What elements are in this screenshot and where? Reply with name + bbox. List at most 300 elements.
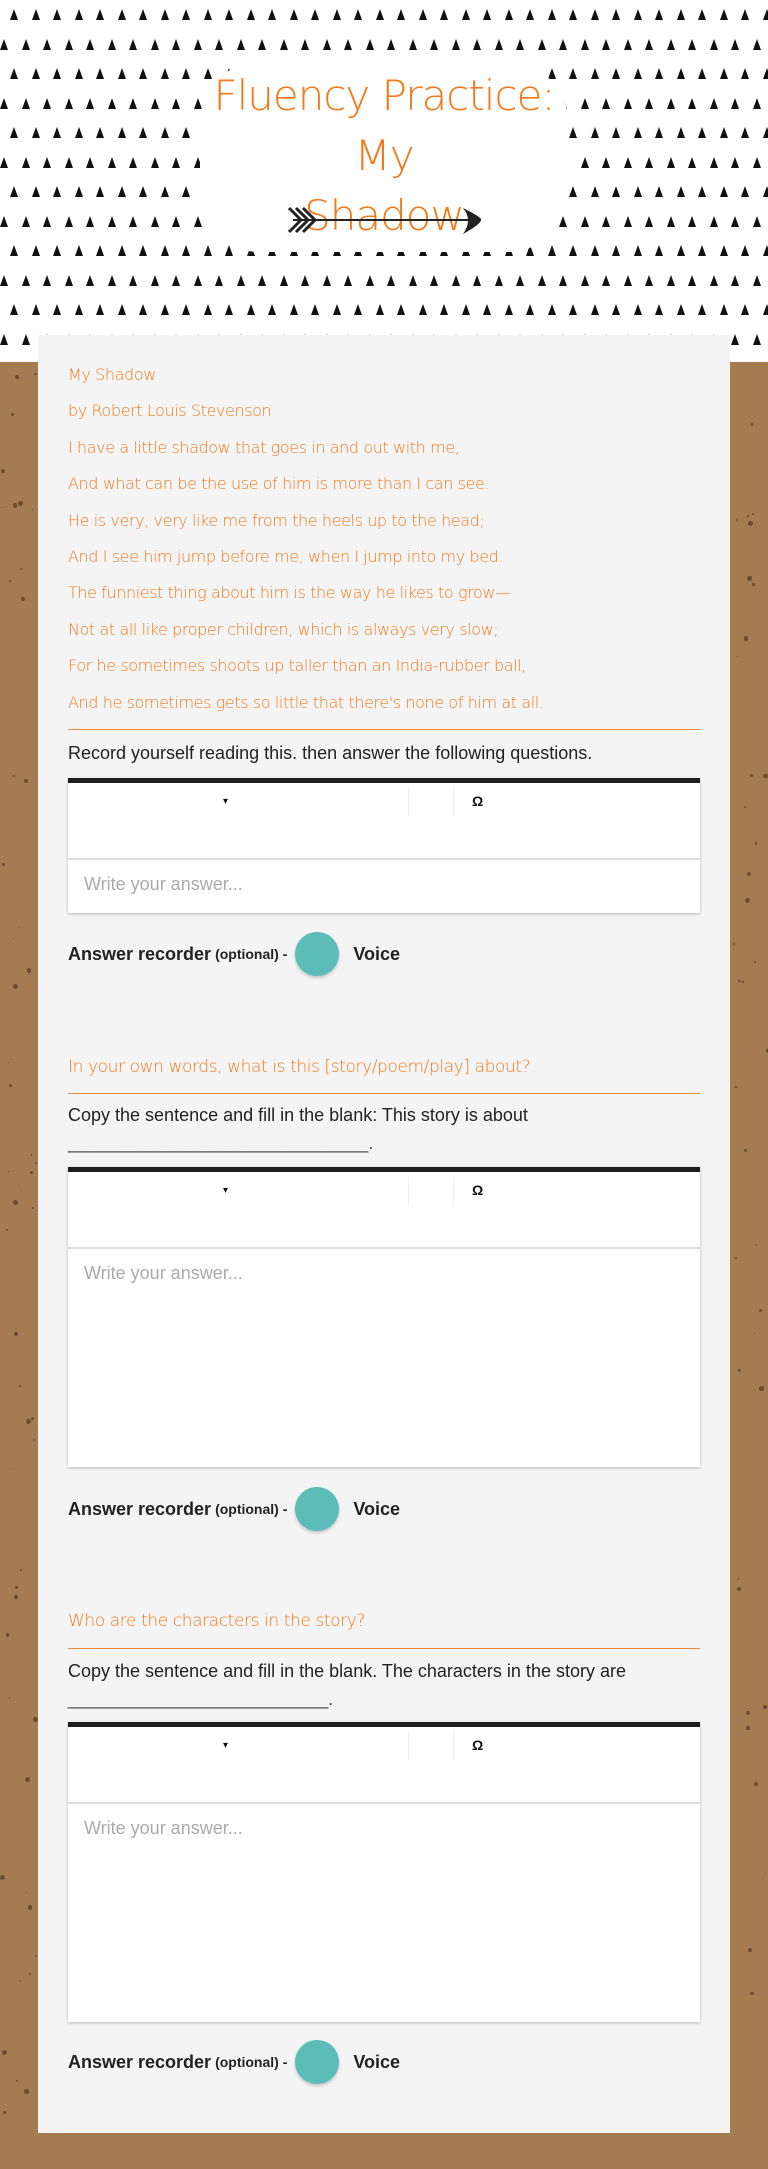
special-character-button[interactable]: Ω [472, 793, 484, 809]
speck [33, 1439, 36, 1442]
triangle-mark [10, 245, 18, 256]
triangle-mark [516, 39, 524, 50]
triangle-mark [237, 275, 245, 286]
triangle-mark [43, 39, 51, 50]
triangle-mark [258, 275, 266, 286]
triangle-mark [602, 157, 610, 168]
triangle-mark [645, 157, 653, 168]
triangle-mark [43, 157, 51, 168]
special-character-button[interactable]: Ω [472, 1737, 484, 1753]
answer-editor-2 [68, 1167, 700, 1467]
triangle-mark [495, 39, 503, 50]
triangle-mark [677, 245, 685, 256]
triangle-mark [731, 98, 739, 109]
triangle-mark [473, 39, 481, 50]
triangle-mark [86, 275, 94, 286]
answer-input[interactable]: Write your answer... [84, 874, 243, 894]
header-banner [0, 0, 768, 362]
triangle-mark [720, 68, 728, 79]
triangle-mark [645, 39, 653, 50]
speck [1, 469, 5, 473]
triangle-mark [710, 39, 718, 50]
triangle-mark [667, 275, 675, 286]
triangle-mark [10, 127, 18, 138]
triangle-mark [655, 245, 663, 256]
speck [20, 568, 22, 570]
question-heading: Who are the characters in the story? [68, 1611, 366, 1631]
triangle-mark [139, 245, 147, 256]
triangle-mark [172, 98, 180, 109]
triangle-mark [247, 9, 255, 20]
triangle-mark [569, 127, 577, 138]
triangle-mark [677, 127, 685, 138]
triangle-mark [10, 304, 18, 315]
triangle-mark [75, 127, 83, 138]
speck [742, 981, 744, 983]
triangle-mark [612, 245, 620, 256]
speck [3, 2111, 6, 2114]
speck [20, 1980, 21, 1981]
triangle-mark [43, 275, 51, 286]
triangle-mark [344, 275, 352, 286]
speck [750, 774, 754, 778]
triangle-mark [75, 304, 83, 315]
toolbar-separator [408, 1732, 409, 1760]
speck [27, 968, 32, 973]
triangle-mark [591, 245, 599, 256]
format-dropdown[interactable]: ▾ [223, 796, 229, 807]
triangle-mark [720, 245, 728, 256]
speck [24, 779, 28, 783]
triangle-mark [624, 216, 632, 227]
triangle-mark [602, 275, 610, 286]
speck [747, 515, 749, 517]
triangle-mark [624, 39, 632, 50]
triangle-mark [96, 127, 104, 138]
triangle-mark [139, 68, 147, 79]
speck [733, 943, 735, 945]
triangle-mark [569, 9, 577, 20]
recorder-label: Answer recorder [68, 1498, 212, 1519]
triangle-mark [172, 275, 180, 286]
triangle-mark [387, 275, 395, 286]
record-button[interactable] [295, 1487, 339, 1531]
triangle-mark [75, 9, 83, 20]
speck [13, 775, 15, 777]
triangle-mark [151, 275, 159, 286]
voice-label: Voice [353, 943, 401, 964]
speck [9, 580, 11, 582]
triangle-mark [677, 304, 685, 315]
triangle-mark [753, 216, 761, 227]
speck [15, 1586, 19, 1590]
record-button[interactable] [295, 2040, 339, 2084]
triangle-mark [495, 275, 503, 286]
editor-toolbar [68, 1727, 700, 1804]
triangle-mark [591, 186, 599, 197]
triangle-mark [204, 9, 212, 20]
triangle-mark [720, 127, 728, 138]
triangle-mark [215, 39, 223, 50]
triangle-mark [720, 304, 728, 315]
triangle-mark [602, 39, 610, 50]
speck [2, 2050, 7, 2055]
triangle-mark [301, 39, 309, 50]
speck [34, 373, 36, 375]
worksheet-card [38, 335, 730, 2133]
triangle-mark [22, 98, 30, 109]
triangle-mark [53, 245, 61, 256]
triangle-mark [753, 98, 761, 109]
triangle-mark [409, 39, 417, 50]
triangle-mark [624, 98, 632, 109]
triangle-mark [731, 39, 739, 50]
poem [68, 357, 700, 721]
triangle-mark [268, 9, 276, 20]
triangle-mark [53, 68, 61, 79]
divider [68, 729, 700, 730]
voice-label: Voice [353, 1498, 401, 1519]
triangle-mark [32, 186, 40, 197]
triangle-mark [741, 127, 749, 138]
triangle-mark [505, 304, 513, 315]
speck [738, 1578, 740, 1580]
answer-input[interactable]: Write your answer... [84, 1263, 243, 1283]
triangle-mark [452, 275, 460, 286]
triangle-mark [333, 304, 341, 315]
triangle-mark [376, 304, 384, 315]
divider [68, 1648, 700, 1649]
speck [752, 583, 755, 586]
triangle-mark [763, 127, 768, 138]
triangle-mark [720, 186, 728, 197]
triangle-mark [108, 216, 116, 227]
triangle-mark [32, 68, 40, 79]
triangle-mark [538, 39, 546, 50]
triangle-mark [753, 157, 761, 168]
triangle-mark [634, 127, 642, 138]
triangle-mark [763, 9, 768, 20]
answer-editor-3 [68, 1722, 700, 2022]
speck [746, 1726, 750, 1730]
triangle-mark [559, 39, 567, 50]
triangle-mark [397, 9, 405, 20]
triangle-mark [280, 39, 288, 50]
triangle-mark [483, 9, 491, 20]
triangle-mark [591, 9, 599, 20]
triangle-mark [741, 9, 749, 20]
triangle-mark [366, 39, 374, 50]
triangle-mark [118, 186, 126, 197]
format-dropdown[interactable]: ▾ [223, 1185, 229, 1196]
speck [759, 1309, 762, 1312]
triangle-mark [118, 9, 126, 20]
triangle-mark [96, 68, 104, 79]
triangle-mark [129, 157, 137, 168]
triangle-mark [108, 39, 116, 50]
triangle-mark [10, 68, 18, 79]
triangle-mark [53, 127, 61, 138]
triangle-mark [409, 275, 417, 286]
triangle-mark [108, 98, 116, 109]
speck [11, 413, 14, 416]
triangle-mark [129, 39, 137, 50]
triangle-mark [194, 275, 202, 286]
triangle-mark [118, 245, 126, 256]
triangle-mark [376, 9, 384, 20]
triangle-mark [151, 157, 159, 168]
question-text: Copy the sentence and fill in the blank. The characters in the story are [68, 1661, 626, 1681]
triangle-mark [151, 39, 159, 50]
triangle-mark [462, 304, 470, 315]
speck [2, 863, 5, 866]
triangle-mark [602, 216, 610, 227]
triangle-mark [655, 127, 663, 138]
triangle-mark [473, 275, 481, 286]
triangle-mark [204, 304, 212, 315]
triangle-mark [32, 127, 40, 138]
triangle-mark [0, 39, 8, 50]
triangle-mark [22, 275, 30, 286]
triangle-mark [151, 98, 159, 109]
triangle-mark [65, 98, 73, 109]
triangle-mark [634, 186, 642, 197]
record-button[interactable] [295, 932, 339, 976]
answer-input[interactable]: Write your answer... [84, 1818, 243, 1838]
special-character-button[interactable]: Ω [472, 1182, 484, 1198]
triangle-mark [612, 127, 620, 138]
triangle-mark [75, 186, 83, 197]
triangle-mark [139, 304, 147, 315]
triangle-mark [344, 39, 352, 50]
triangle-mark [581, 39, 589, 50]
triangle-mark [108, 157, 116, 168]
triangle-mark [667, 157, 675, 168]
speck [746, 517, 748, 519]
speck [763, 774, 767, 778]
triangle-mark [86, 157, 94, 168]
recorder-label: Answer recorder [68, 2051, 212, 2072]
triangle-mark [397, 304, 405, 315]
triangle-mark [247, 304, 255, 315]
triangle-mark [75, 68, 83, 79]
speck [8, 1171, 9, 1172]
triangle-mark [419, 304, 427, 315]
triangle-mark [763, 68, 768, 79]
triangle-mark [688, 39, 696, 50]
triangle-mark [161, 9, 169, 20]
triangle-mark [430, 39, 438, 50]
triangle-mark [182, 9, 190, 20]
speck [762, 1878, 764, 1880]
editor-toolbar [68, 783, 700, 860]
speck [16, 2080, 18, 2082]
speck [745, 898, 750, 903]
triangle-mark [634, 304, 642, 315]
triangle-mark [741, 186, 749, 197]
triangle-mark [667, 98, 675, 109]
question-text: Copy the sentence and fill in the blank: This story is about [68, 1105, 528, 1125]
triangle-mark [591, 304, 599, 315]
speck [13, 984, 18, 989]
triangle-mark [10, 9, 18, 20]
triangle-mark [32, 9, 40, 20]
speck [32, 509, 33, 510]
triangle-mark [569, 186, 577, 197]
poem-line: And what can be the use of him is more than I can see. [68, 474, 490, 494]
triangle-mark [215, 275, 223, 286]
triangle-mark [505, 9, 513, 20]
triangle-mark [301, 275, 309, 286]
triangle-mark [96, 186, 104, 197]
triangle-mark [172, 39, 180, 50]
triangle-mark [354, 304, 362, 315]
triangle-mark [0, 334, 8, 345]
toolbar-separator [408, 1177, 409, 1205]
triangle-mark [634, 245, 642, 256]
speck [744, 806, 746, 808]
triangle-mark [698, 68, 706, 79]
triangle-mark [645, 98, 653, 109]
triangle-mark [182, 186, 190, 197]
triangle-mark [538, 275, 546, 286]
triangle-mark [118, 127, 126, 138]
triangle-mark [129, 98, 137, 109]
toolbar-separator [453, 788, 454, 816]
instruction-text: Record yourself reading this. then answer the following questions. [68, 743, 593, 763]
triangle-mark [129, 275, 137, 286]
answer-recorder [68, 932, 400, 976]
triangle-mark [581, 98, 589, 109]
triangle-mark [634, 9, 642, 20]
speck [26, 1419, 31, 1424]
triangle-mark [65, 275, 73, 286]
speck [28, 1905, 33, 1910]
poem-author: by Robert Louis Stevenson [68, 401, 272, 421]
triangle-mark [65, 216, 73, 227]
divider [68, 1093, 700, 1094]
speck [9, 1084, 12, 1087]
triangle-mark [731, 157, 739, 168]
poem-line: And I see him jump before me, when I jump into my bed. [68, 546, 504, 566]
triangle-mark [591, 127, 599, 138]
speck [759, 1386, 764, 1391]
triangle-mark [311, 9, 319, 20]
speck [14, 1595, 18, 1599]
speck [25, 1777, 30, 1782]
speck [738, 1369, 741, 1372]
triangle-mark [612, 9, 620, 20]
triangle-mark [440, 9, 448, 20]
speck [735, 1086, 736, 1087]
triangle-mark [86, 216, 94, 227]
poem-line: And he sometimes gets so little that there's none of him at all. [68, 692, 544, 712]
triangle-mark [311, 304, 319, 315]
triangle-mark [581, 275, 589, 286]
format-dropdown[interactable]: ▾ [223, 1740, 229, 1751]
poem-line: He is very, very like me from the heels up to the head; [68, 510, 485, 530]
triangle-mark [624, 275, 632, 286]
triangle-mark [225, 304, 233, 315]
speck [32, 1207, 34, 1209]
triangle-mark [763, 186, 768, 197]
triangle-mark [710, 157, 718, 168]
triangle-mark [677, 9, 685, 20]
speck [31, 1417, 34, 1420]
triangle-mark [612, 304, 620, 315]
triangle-mark [624, 157, 632, 168]
triangle-mark [710, 216, 718, 227]
speck [19, 1385, 21, 1387]
triangle-mark [516, 275, 524, 286]
triangle-mark [667, 39, 675, 50]
speck [751, 423, 754, 426]
triangle-mark [32, 245, 40, 256]
triangle-mark [129, 216, 137, 227]
triangle-mark [710, 275, 718, 286]
triangle-mark [0, 275, 8, 286]
triangle-mark [763, 304, 768, 315]
poem-line: The funniest thing about him is the way he likes to grow— [68, 583, 511, 603]
triangle-mark [161, 304, 169, 315]
triangle-mark [655, 68, 663, 79]
triangle-mark [225, 9, 233, 20]
title-line-2: Shadow [304, 191, 464, 240]
answer-recorder [68, 2040, 400, 2084]
triangle-mark [194, 39, 202, 50]
speck [736, 519, 738, 521]
speck [21, 597, 25, 601]
triangle-mark [22, 157, 30, 168]
speck [754, 1333, 755, 1334]
triangle-mark [720, 9, 728, 20]
poem-line: I have a little shadow that goes in and out with me, [68, 437, 460, 457]
triangle-mark [22, 334, 30, 345]
triangle-mark [591, 68, 599, 79]
triangle-mark [462, 9, 470, 20]
triangle-mark [280, 275, 288, 286]
speck [20, 1569, 22, 1571]
speck [13, 938, 15, 940]
triangle-mark [65, 39, 73, 50]
triangle-mark [108, 275, 116, 286]
triangle-mark [655, 186, 663, 197]
triangle-mark [688, 275, 696, 286]
speck [754, 1782, 758, 1786]
poem-line: Not at all like proper children, which is always very slow; [68, 619, 499, 639]
recorder-optional: (optional) - [215, 946, 288, 962]
triangle-mark [667, 216, 675, 227]
triangle-mark [354, 9, 362, 20]
triangle-mark [526, 9, 534, 20]
triangle-mark [634, 68, 642, 79]
triangle-mark [53, 9, 61, 20]
triangle-mark [237, 39, 245, 50]
editor-toolbar [68, 1172, 700, 1249]
triangle-mark [419, 9, 427, 20]
speck [6, 1633, 10, 1637]
triangle-mark [602, 98, 610, 109]
question-blank: __________________________. [68, 1689, 334, 1709]
title-block [200, 62, 568, 252]
triangle-mark [698, 186, 706, 197]
triangle-mark [182, 68, 190, 79]
speck [18, 501, 23, 506]
speck [752, 513, 754, 515]
triangle-mark [333, 9, 341, 20]
triangle-mark [645, 216, 653, 227]
voice-label: Voice [353, 2051, 401, 2072]
